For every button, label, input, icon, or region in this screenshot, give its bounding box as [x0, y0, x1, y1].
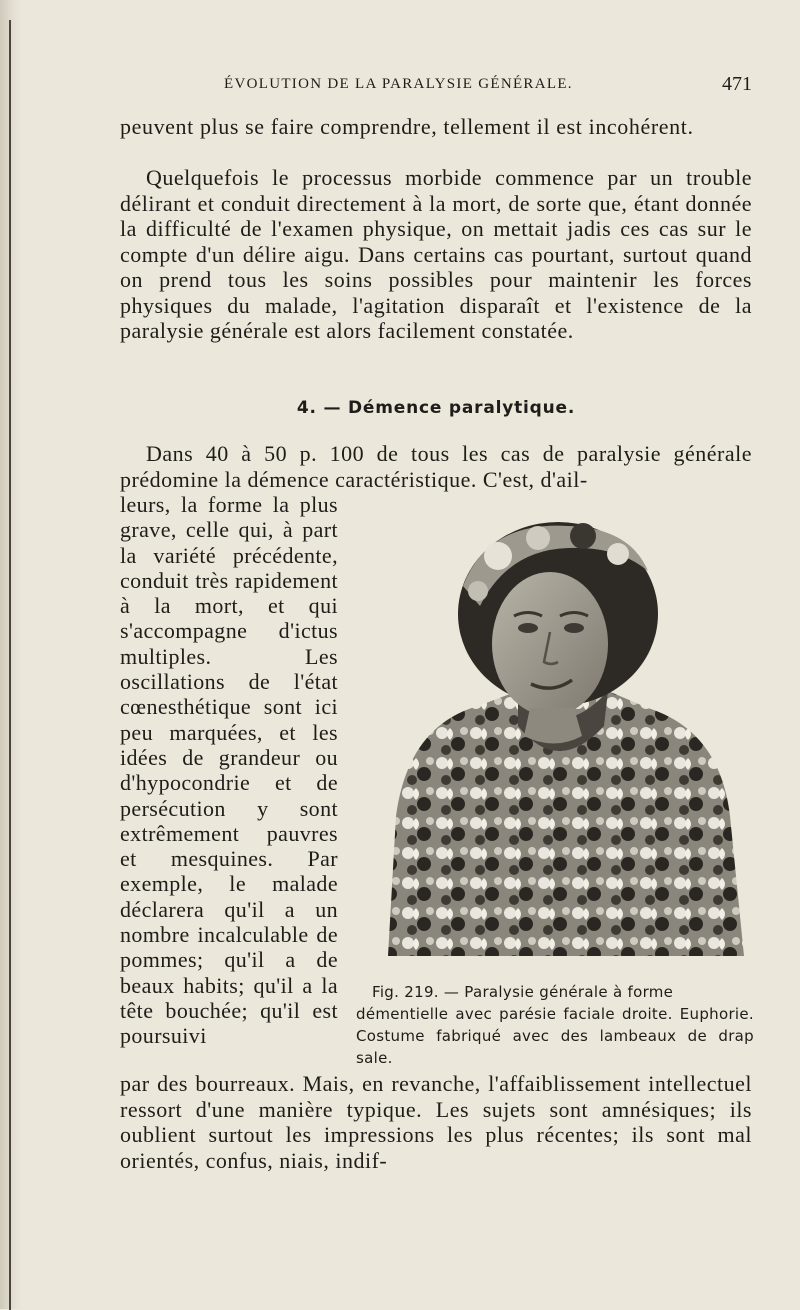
section-heading: 4. — Démence paralytique.	[296, 398, 576, 418]
binding-edge-line	[9, 20, 11, 1310]
patient-photograph	[368, 516, 746, 956]
paragraph-dementia-end: par des bourreaux. Mais, en revanche, l'affaiblissement intellectuel ressort d'une manière typique. Les sujets sont amnésiques; ils oublient surtout les impressions les plus récentes; ils sont mal orientés, confus, niais, indif-	[120, 1071, 752, 1173]
running-title: ÉVOLUTION DE LA PARALYSIE GÉNÉRALE.	[224, 76, 573, 92]
photograph-illustration	[368, 516, 746, 956]
caption-first-line: Fig. 219. — Paralysie générale à forme	[372, 983, 674, 1001]
caption-continuation: démentielle avec parésie faciale droite. Euphorie. Costume fabriqué avec des lambeaux de drap sale.	[356, 1005, 754, 1067]
paragraph-dementia-column: leurs, la forme la plus grave, celle qui, à part la variété précédente, conduit très rapidement à la mort, et qui s'accompagne d'ictus multiples. Les oscillations de l'état cœnesthétique sont ici peu marquées, et les idées de grandeur ou d'hypocondrie et de persécution y sont extrêmement pauvres et mesquines. Par exemple, le malade déclarera qu'il a un nombre incalculable de pommes; qu'il a de beaux habits; qu'il a la tête bouchée; qu'il est poursuivi	[120, 492, 338, 1049]
paragraph-incoherent: peuvent plus se faire comprendre, tellement il est incohérent.	[120, 114, 694, 139]
page-binding-shadow	[0, 0, 22, 1309]
paragraph-delirant-onset: Quelquefois le processus morbide commence par un trouble délirant et conduit directement à la mort, de sorte que, étant donnée la difficulté de l'examen physique, on mettait jadis ces cas sur le compte d'un délire aigu. Dans certains cas pourtant, surtout quand on prend tous les soins possibles pour maintenir les forces physiques du malade, l'agitation disparaît et l'existence de la paralysie générale est alors facilement constatée.	[120, 165, 752, 343]
figure-caption	[356, 981, 754, 1069]
page-number: 471	[722, 73, 752, 95]
paragraph-dementia-intro: Dans 40 à 50 p. 100 de tous les cas de paralysie générale prédomine la démence caractéristique. C'est, d'ail-	[120, 441, 752, 492]
